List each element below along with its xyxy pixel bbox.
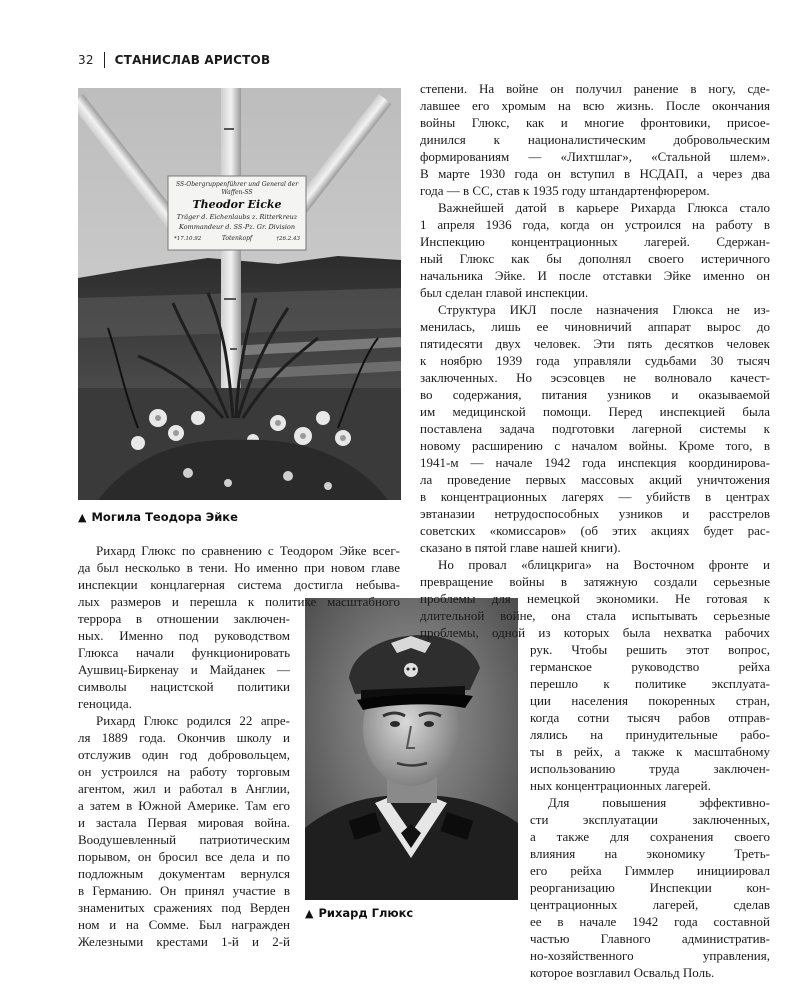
sign-line-5: Kommandeur d. SS-Pz. Gr. Division — [178, 223, 296, 231]
eicke-grave-illustration — [78, 88, 401, 500]
text-line: перешло к политике эксплуата- — [530, 676, 770, 691]
text-line: ный Глюкс как бы дополнял своего истеричного — [420, 251, 770, 266]
text-line: Но провал «блицкрига» на Восточном фронте и — [438, 557, 770, 572]
text-line: Воодушевленный патриотическим — [78, 832, 290, 847]
photo-gluecks-portrait — [305, 598, 518, 900]
text-line: Аушвиц-Биркенау и Майданек — — [78, 662, 290, 677]
text-line: и застала Первая мировая война. — [78, 815, 290, 830]
text-line: степени. На войне он получил ранение в ногу, сде- — [420, 81, 770, 96]
text-line: когда сотни тысяч рабов отправ- — [530, 710, 770, 725]
text-line: динился к националистическим добровольческим — [420, 132, 770, 147]
sign-line-7: *17.10.92 — [174, 236, 202, 242]
text-line: заключенных. Но эсэсовцев не волновало качест- — [420, 370, 770, 385]
text-line: Рихард Глюкс родился 22 апре- — [96, 713, 290, 728]
text-line: проблемы для немецкой экономики. Не готовая к — [420, 591, 770, 606]
text-line: влияния на экономику Треть- — [530, 846, 770, 861]
text-line: поставлена задача подготовки лагерной системы к — [420, 421, 770, 436]
text-line: 1941-м — начале 1942 года инспекция координирова- — [420, 455, 770, 470]
text-line: лых размеров и перешла к политике масштабного — [78, 594, 400, 609]
triangle-marker-icon: ▲ — [305, 906, 314, 920]
triangle-marker-icon: ▲ — [78, 510, 87, 524]
text-line: им медицинской помощи. Перед инспекцией была — [420, 404, 770, 419]
text-line: в концентрационных лагерях — убийств в центрах — [420, 489, 770, 504]
text-line: Глюкса начали функционировать — [78, 645, 290, 660]
text-line: Железными крестами 1-й и 2-й — [78, 934, 290, 949]
text-line: а также для сохранения своего — [530, 829, 770, 844]
text-line: Важнейшей датой в карьере Рихарда Глюкса стало — [438, 200, 770, 215]
text-line: сти эксплуатации заключенных, — [530, 812, 770, 827]
text-line: реорганизацию Инспекции кон- — [530, 880, 770, 895]
text-line: лавшее его хромым на всю жизнь. После окончания — [420, 98, 770, 113]
text-line: советских «комиссаров» (об этих акциях будет рас- — [420, 523, 770, 538]
text-line: пятидесяти двух человек. Эти пять десятков человек — [420, 336, 770, 351]
text-line: Структура ИКЛ после назначения Глюкса не из- — [438, 302, 770, 317]
text-line: В марте 1930 года он вступил в НСДАП, а через два — [420, 166, 770, 181]
text-line: формированиям — «Лихтшлаг», «Стальной шлем». — [420, 149, 770, 164]
text-line: новому расширению с началом войны. Кроме того, в — [420, 438, 770, 453]
text-line: которое возглавил Освальд Поль. — [530, 965, 715, 980]
paragraph-left-3 — [78, 712, 290, 950]
photo-eicke-grave — [78, 88, 401, 500]
sign-line-3: Theodor Eicke — [192, 198, 282, 211]
text-line: ции населения покоренных стран, — [530, 693, 770, 708]
text-line: рук. Чтобы решить этот вопрос, — [530, 642, 770, 657]
text-line: Для повышения эффективно- — [548, 795, 770, 810]
text-line: начальника Эйке. И после отставки Эйке именно он — [420, 268, 770, 283]
text-line: германское руководство рейха — [530, 659, 770, 674]
sign-line-6: Totenkopf — [221, 235, 253, 242]
text-line: ля 1889 года. Окончив школу и — [78, 730, 290, 745]
text-line: года — в СС, став к 1935 году штандартенфюрером. — [420, 183, 710, 198]
paragraph-right-2 — [420, 199, 770, 301]
text-line: ном и на Сомме. Был награжден — [78, 917, 290, 932]
text-line: да был несколько в тени. Но именно при новом главе — [78, 560, 400, 575]
text-line: к ноябрю 1939 года управляли судьбами 30 тысяч — [420, 353, 770, 368]
text-line: геноцида. — [78, 696, 132, 711]
text-line: длительной войне, она стала испытывать серьезные — [420, 608, 770, 623]
paragraph-right-5 — [530, 641, 770, 794]
text-line: Рихард Глюкс по сравнению с Теодором Эйке всег- — [96, 543, 400, 558]
text-line: в Германию. Он принял участие в — [78, 883, 290, 898]
sign-line-4: Träger d. Eichenlaubs z. Ritterkreuz — [176, 213, 298, 221]
text-line: ее в начале 1942 года составной — [530, 914, 770, 929]
sign-line-8: †26.2.43 — [276, 236, 300, 242]
paragraph-left-1 — [78, 542, 400, 610]
paragraph-left-2 — [78, 610, 290, 712]
text-line: агентом, жил и работал в Англии, — [78, 781, 290, 796]
paragraph-right-4 — [420, 556, 770, 641]
caption-gluecks-text: Рихард Глюкс — [318, 906, 414, 920]
sign-line-2: Waffen-SS — [221, 189, 253, 196]
text-line: лялись на принудительные рабо- — [530, 727, 770, 742]
text-line: он устроился на работу торговым — [78, 764, 290, 779]
text-line: проблемы, одной из которых была нехватка рабочих — [420, 625, 770, 640]
text-line: террора в отношении заключен- — [78, 611, 290, 626]
text-line: отслужив один год добровольцем, — [78, 747, 290, 762]
text-line: сказано в пятой главе нашей книги). — [420, 540, 621, 555]
paragraph-right-6 — [530, 794, 770, 981]
text-line: менилась, лишь ее чиновничий аппарат вырос до — [420, 319, 770, 334]
sign-line-1: SS-Obergruppenführer und General der — [175, 181, 299, 188]
text-line: подложным документам вернулся — [78, 866, 290, 881]
caption-gluecks — [305, 906, 413, 920]
text-line: инспекции концлагерная система достигла небыва- — [78, 577, 400, 592]
text-line: центрационных лагерей, сделав — [530, 897, 770, 912]
running-header — [78, 52, 270, 68]
text-line: но-хозяйственного управления, — [530, 948, 770, 963]
text-line: войны Глюкс, как и многие фронтовики, присое- — [420, 115, 770, 130]
text-line: эвтаназии нетрудоспособных узников и расстрелов — [420, 506, 770, 521]
text-line: ла проведение первых массовых акций уничтожения — [420, 472, 770, 487]
text-line: его рейха Гиммлер инициировал — [530, 863, 770, 878]
author-name: СТАНИСЛАВ АРИСТОВ — [114, 53, 271, 67]
paragraph-right-3 — [420, 301, 770, 556]
text-line: 1 апреля 1936 года, когда он устроился на работу в — [420, 217, 770, 232]
text-line: символы нацистской политики — [78, 679, 290, 694]
caption-eicke — [78, 510, 238, 524]
text-line: а затем в Южной Америке. Там его — [78, 798, 290, 813]
text-line: порывом, он бросил все дела и по — [78, 849, 290, 864]
caption-eicke-text: Могила Теодора Эйке — [91, 510, 238, 524]
text-line: знаменитых сражениях под Верден — [78, 900, 290, 915]
text-line: Инспекцию концентрационных лагерей. Сдержан- — [420, 234, 770, 249]
text-line: использованию труда заключен- — [530, 761, 770, 776]
text-line: превращение войны в затяжную создали серьезные — [420, 574, 770, 589]
text-line: ных. Именно под руководством — [78, 628, 290, 643]
page-number: 32 — [78, 53, 94, 67]
text-line: частью Главного административ- — [530, 931, 770, 946]
paragraph-right-1 — [420, 80, 770, 199]
text-line: во содержания, питания узников и оказываемой — [420, 387, 770, 402]
gluecks-portrait-illustration — [305, 598, 518, 900]
text-line: ных концентрационных лагерей. — [530, 778, 711, 793]
text-line: был сделан главой инспекции. — [420, 285, 589, 300]
header-divider — [104, 52, 105, 68]
text-line: ты в рейх, а также к масштабному — [530, 744, 770, 759]
